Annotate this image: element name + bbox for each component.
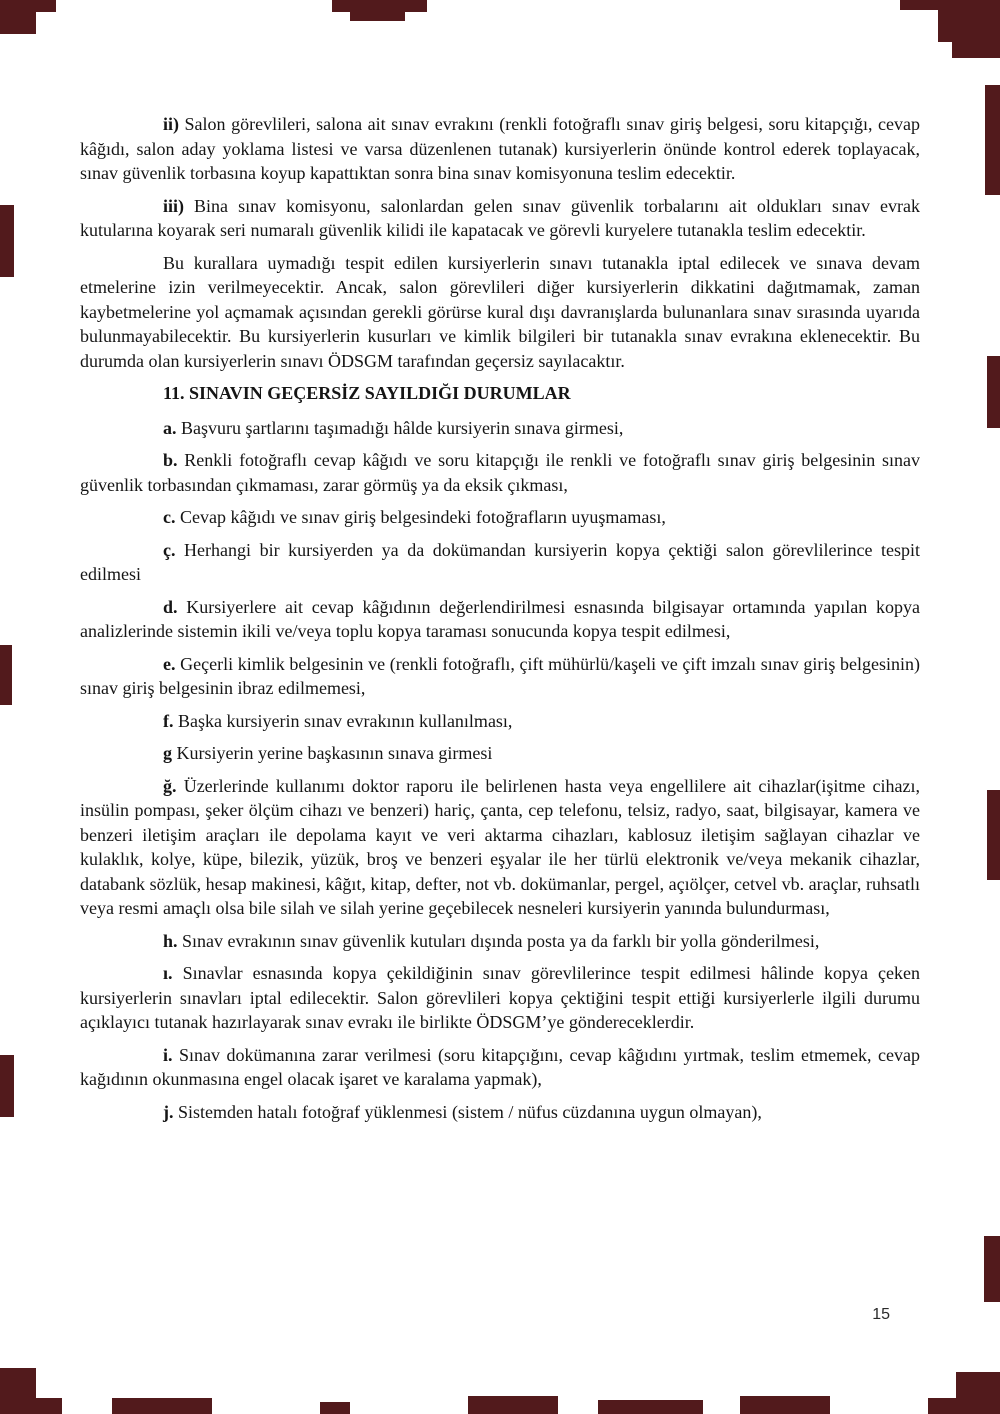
list-item-h bbox=[80, 929, 920, 954]
item-letter: ç. bbox=[163, 539, 176, 560]
scan-artifact-right-3 bbox=[987, 790, 1000, 880]
scan-artifact-left-1 bbox=[0, 205, 14, 277]
item-text: Sınav dokümanına zarar verilmesi (soru kitapçığını, cevap kâğıdını yırtmak, teslim etmemek, cevap kağıdının okunmasına engel olacak işaret ve karalama yapmak), bbox=[80, 1044, 920, 1089]
paragraph-lead: ii) bbox=[163, 114, 179, 134]
scan-artifact-bottom-right-corner bbox=[956, 1372, 1000, 1414]
paragraph-salon-gorevlileri bbox=[80, 112, 920, 186]
item-letter: f. bbox=[163, 710, 174, 731]
section-heading: 11. SINAVIN GEÇERSİZ SAYILDIĞI DURUMLAR bbox=[163, 383, 571, 403]
item-text: Kursiyerlere ait cevap kâğıdının değerlendirilmesi esnasında bilgisayar ortamında yapılan kopya analizlerinde sistemin ikili ve/veya toplu kopya taraması sonucunda kopya tespit edilmesi, bbox=[80, 596, 920, 641]
paragraph-bina-sinav-komisyonu bbox=[80, 194, 920, 243]
item-text: Geçerli kimlik belgesinin ve (renkli fotoğraflı, çift mühürlü/kaşeli ve çift imzalı sınav giriş belgesinin) sınav giriş belgesinin ibraz edilmemesi, bbox=[80, 653, 920, 698]
scan-artifact-bottom-left-step bbox=[36, 1398, 62, 1414]
item-text: Cevap kâğıdı ve sınav giriş belgesindeki fotoğrafların uyuşmaması, bbox=[175, 507, 666, 527]
item-text: Sınavlar esnasında kopya çekildiğinin sınav görevlilerince tespit edilmesi hâlinde kopya çeken kursiyerlerin sınavları iptal edilecektir. Salon görevlileri kopya çektiğini tespit ettiği kursiyerlerle ilgili durumu açıklayıcı tutanak hazırlayarak sınav evrakı ile birlikte ÖDSGM’ye göndereceklerdir. bbox=[80, 963, 920, 1032]
scan-artifact-top-segment bbox=[332, 0, 427, 12]
scan-artifact-bottom-1 bbox=[112, 1398, 212, 1414]
item-text: Başka kursiyerin sınav evrakının kullanılması, bbox=[173, 710, 513, 731]
scan-artifact-bottom-2 bbox=[320, 1402, 350, 1414]
scan-artifact-bottom-3 bbox=[468, 1396, 558, 1414]
item-letter: c. bbox=[163, 507, 176, 527]
scan-artifact-top-segment-2 bbox=[350, 12, 405, 21]
list-item-j bbox=[80, 1100, 920, 1125]
item-letter: e. bbox=[163, 653, 176, 674]
paragraph-bu-kurallara bbox=[80, 251, 920, 374]
list-item-c bbox=[80, 505, 920, 530]
list-item-gg bbox=[80, 774, 920, 921]
list-item-d bbox=[80, 595, 920, 644]
scan-artifact-right-4 bbox=[984, 1236, 1000, 1302]
page-number: 15 bbox=[872, 1306, 890, 1323]
item-letter: a. bbox=[163, 417, 177, 438]
scan-artifact-bottom-5 bbox=[740, 1396, 830, 1414]
list-item-e bbox=[80, 652, 920, 701]
paragraph-text: Bina sınav komisyonu, salonlardan gelen sınav güvenlik torbalarını ait oldukları sınav evrak kutularına koyarak seri numaralı güvenlik kilidi ile kapatacak ve görevli kuryelere tutanakla teslim edecektir. bbox=[80, 195, 920, 240]
scan-artifact-top-right-strip bbox=[900, 0, 940, 10]
item-letter: ı. bbox=[163, 963, 173, 983]
item-letter: d. bbox=[163, 596, 178, 617]
document-content bbox=[80, 112, 920, 1132]
item-text: Sistemden hatalı fotoğraf yüklenmesi (sistem / nüfus cüzdanına uygun olmayan), bbox=[173, 1101, 762, 1122]
scan-artifact-top-left-step bbox=[36, 0, 56, 12]
item-letter: h. bbox=[163, 930, 178, 951]
scan-artifact-right-1 bbox=[985, 85, 1000, 195]
scan-artifact-right-2 bbox=[987, 356, 1000, 428]
item-text: Herhangi bir kursiyerden ya da dokümandan kursiyerin kopya çektiği salon görevlilerince tespit edilmesi bbox=[80, 539, 920, 584]
item-letter: ğ. bbox=[163, 775, 177, 796]
item-letter: j. bbox=[163, 1101, 174, 1122]
list-item-ii bbox=[80, 961, 920, 1035]
item-letter: g bbox=[163, 743, 172, 763]
scan-artifact-top-right-corner-2 bbox=[952, 42, 1000, 58]
item-letter: i. bbox=[163, 1044, 173, 1065]
item-letter: b. bbox=[163, 450, 178, 470]
paragraph-text: Bu kurallara uymadığı tespit edilen kursiyerlerin sınavı tutanakla iptal edilecek ve sınava devam etmelerine izin verilmeyecektir. Ancak, salon görevlileri diğer kursiyerlerin dikkatini dağıtmamak, zaman kaybetmelerine yol açmamak açısından gerekli görürse kural dışı davranışlarda bulunanlara sınav sırasında uyarıda bulunmayabilecektir. Bu kursiyerlerin kusurları ve kimlik bilgileri bir tutanakla sınav evrakına eklenecektir. Bu durumda olan kursiyerlerin sınavı ÖDSGM tarafından geçersiz sayılacaktır. bbox=[80, 252, 920, 371]
scan-artifact-top-right-corner bbox=[938, 0, 1000, 42]
item-text: Renkli fotoğraflı cevap kâğıdı ve soru kitapçığı ile renkli ve fotoğraflı sınav giriş belgesinin sınav güvenlik torbasından çıkmaması, zarar görmüş ya da eksik çıkması, bbox=[80, 450, 920, 495]
list-item-f bbox=[80, 709, 920, 734]
item-text: Başvuru şartlarını taşımadığı hâlde kursiyerin sınava girmesi, bbox=[176, 417, 624, 438]
item-text: Sınav evrakının sınav güvenlik kutuları dışında posta ya da farklı bir yolla gönderilmesi, bbox=[177, 930, 820, 951]
scan-artifact-bottom-right-step bbox=[928, 1398, 956, 1414]
scan-artifact-top-left-corner bbox=[0, 0, 36, 34]
list-item-b bbox=[80, 448, 920, 497]
list-item-g bbox=[80, 741, 920, 766]
item-text: Kursiyerin yerine başkasının sınava girmesi bbox=[172, 743, 493, 763]
scan-artifact-left-2 bbox=[0, 645, 12, 705]
scan-artifact-bottom-4 bbox=[598, 1400, 703, 1414]
list-item-cc bbox=[80, 538, 920, 587]
paragraph-text: Salon görevlileri, salona ait sınav evrakını (renkli fotoğraflı sınav giriş belgesi, soru kitapçığı, cevap kâğıdı, salon aday yoklama listesi ve varsa düzenlenen tutanak) kursiyerlerin önünde kontrol ederek toplayacak, sınav güvenlik torbasına koyup kapattıktan sonra bina sınav komisyonuna teslim edecektir. bbox=[80, 114, 920, 183]
scan-artifact-left-3 bbox=[0, 1055, 14, 1117]
paragraph-lead: iii) bbox=[163, 195, 184, 216]
list-item-i bbox=[80, 1043, 920, 1092]
list-item-a bbox=[80, 416, 920, 441]
item-text: Üzerlerinde kullanımı doktor raporu ile belirlenen hasta veya engellilere ait cihazlar(işitme cihazı, insülin pompası, şeker ölçüm cihazı ve benzeri) hariç, çanta, cep telefonu, telsiz, radyo, saat, bilgisayar, kamera ve benzeri iletişim araçları ile depolama kayıt ve veri aktarma cihazları, kablosuz iletişim sağlayan cihazlar ve kulaklık, kolye, küpe, bilezik, yüzük, broş ve benzeri eşyalar ile her türlü elektronik ve/veya mekanik cihazlar, databank sözlük, hesap makinesi, kâğıt, kitap, defter, not vb. dokümanlar, pergel, açıölçer, cetvel vb. araçlar, ruhsatlı veya resmi amaçlı olsa bile silah ve silah yerine geçebilecek nesneleri kursiyerin yanında bulundurması, bbox=[80, 775, 920, 918]
scan-artifact-bottom-left-corner bbox=[0, 1368, 36, 1414]
